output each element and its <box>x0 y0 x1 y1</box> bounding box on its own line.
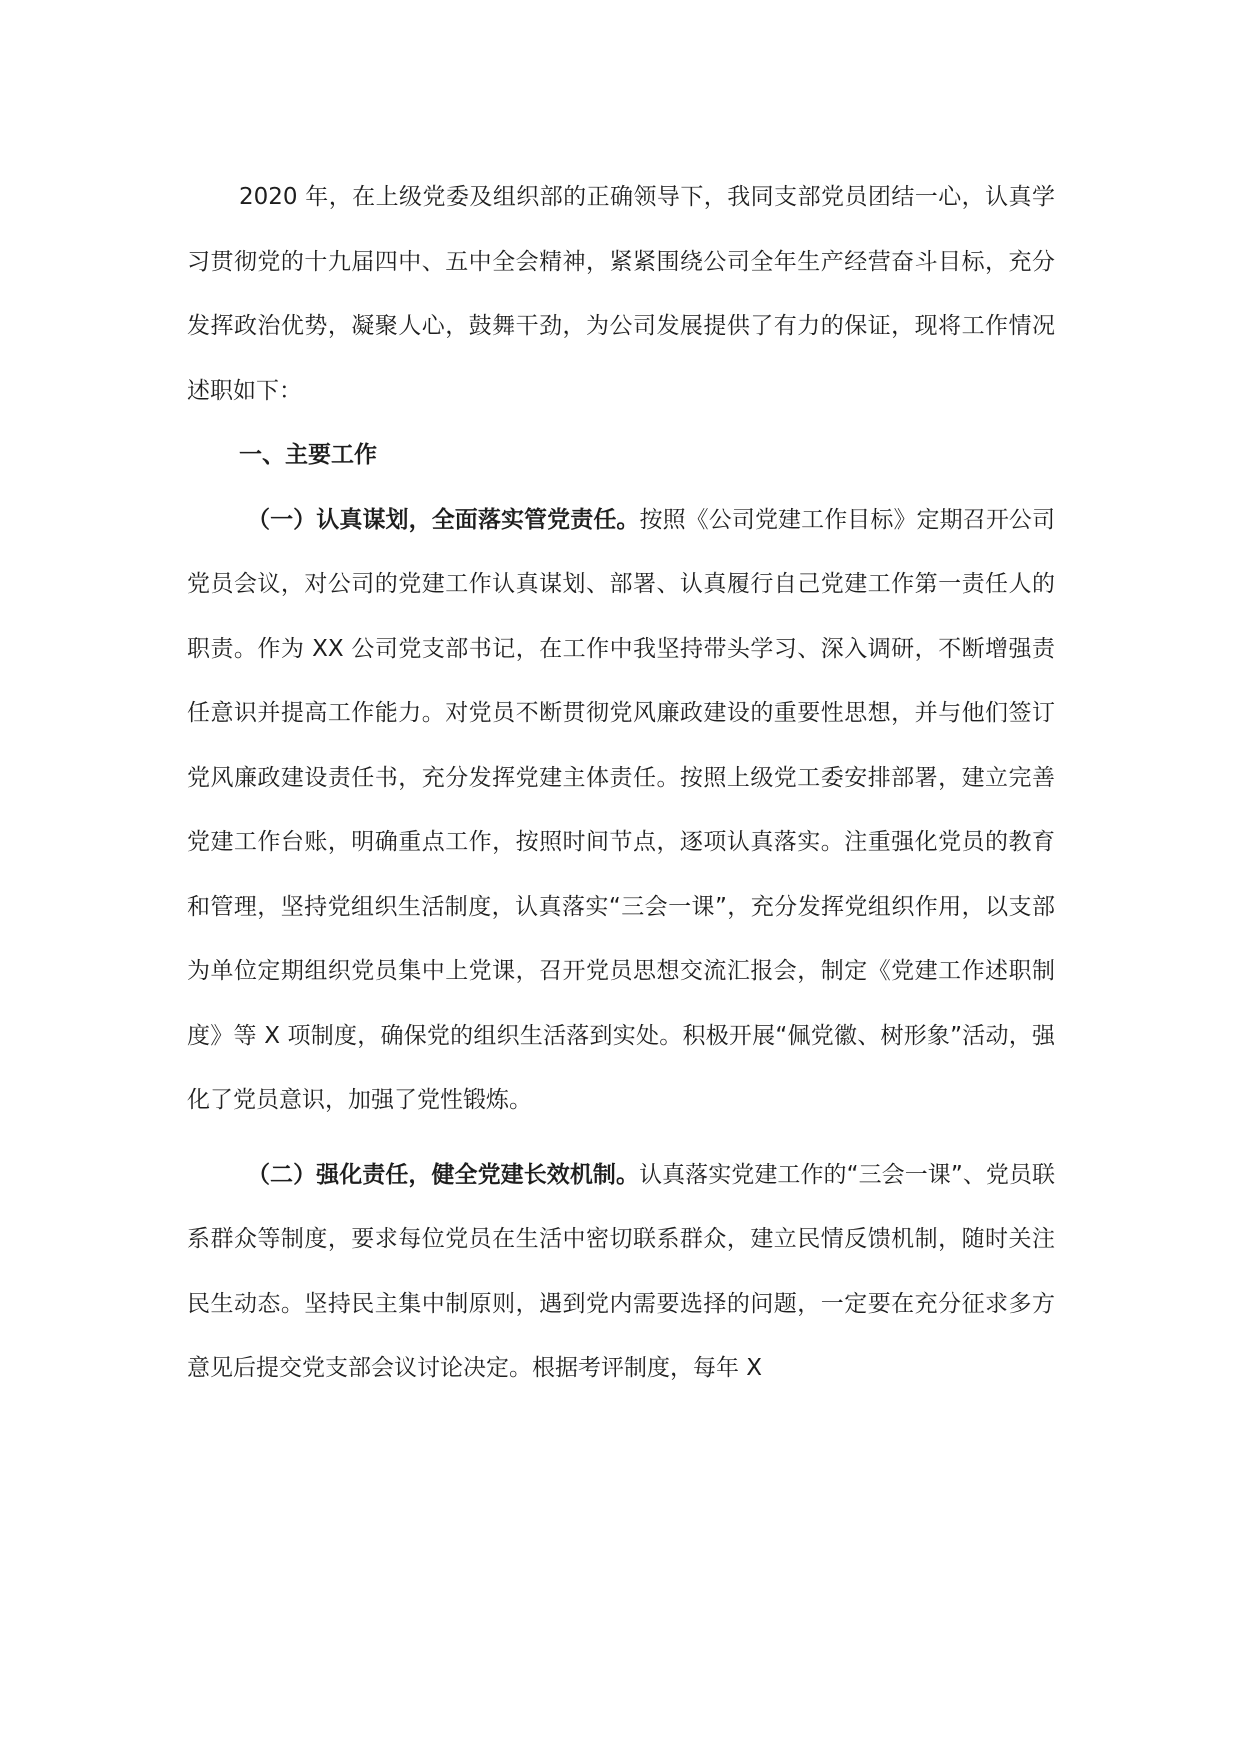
item-2-lead: （二）强化责任，健全党建长效机制。 <box>247 1161 640 1188</box>
intro-paragraph: 2020 年，在上级党委及组织部的正确领导下，我同支部党员团结一心，认真学习贯彻党的十九届四中、五中全会精神，紧紧围绕公司全年生产经营奋斗目标，充分发挥政治优势，凝聚人心，鼓舞干劲，为公司发展提供了有力的保证，现将工作情况述职如下： <box>187 184 1055 404</box>
paragraph-item-2 <box>187 1143 1055 1401</box>
paragraph-item-1 <box>187 488 1055 1133</box>
item-2-body: 认真落实党建工作的“三会一课”、党员联系群众等制度，要求每位党员在生活中密切联系群众，建立民情反馈机制，随时关注民生动态。坚持民主集中制原则，遇到党内需要选择的问题，一定要在充分征求多方意见后提交党支部会议讨论决定。根据考评制度，每年 X <box>187 1161 1056 1381</box>
document-body <box>187 165 1055 1401</box>
item-1-body: 按照《公司党建工作目标》定期召开公司党员会议，对公司的党建工作认真谋划、部署、认真履行自己党建工作第一责任人的职责。作为 XX 公司党支部书记，在工作中我坚持带头学习、深入调研，不断增强责任意识并提高工作能力。对党员不断贯彻党风廉政建设的重要性思想，并与他们签订党风廉政建设责任书，充分发挥党建主体责任。按照上级党工委安排部署，建立完善党建工作台账，明确重点工作，按照时间节点，逐项认真落实。注重强化党员的教育和管理，坚持党组织生活制度，认真落实“三会一课”，充分发挥党组织作用，以支部为单位定期组织党员集中上党课，召开党员思想交流汇报会，制定《党建工作述职制度》等 X 项制度，确保党的组织生活落到实处。积极开展“佩党徽、树形象”活动，强化了党员意识，加强了党性锻炼。 <box>187 506 1056 1113</box>
item-1-lead: （一）认真谋划，全面落实管党责任。 <box>247 506 640 533</box>
section-heading-main-work: 一、主要工作 <box>239 442 377 468</box>
